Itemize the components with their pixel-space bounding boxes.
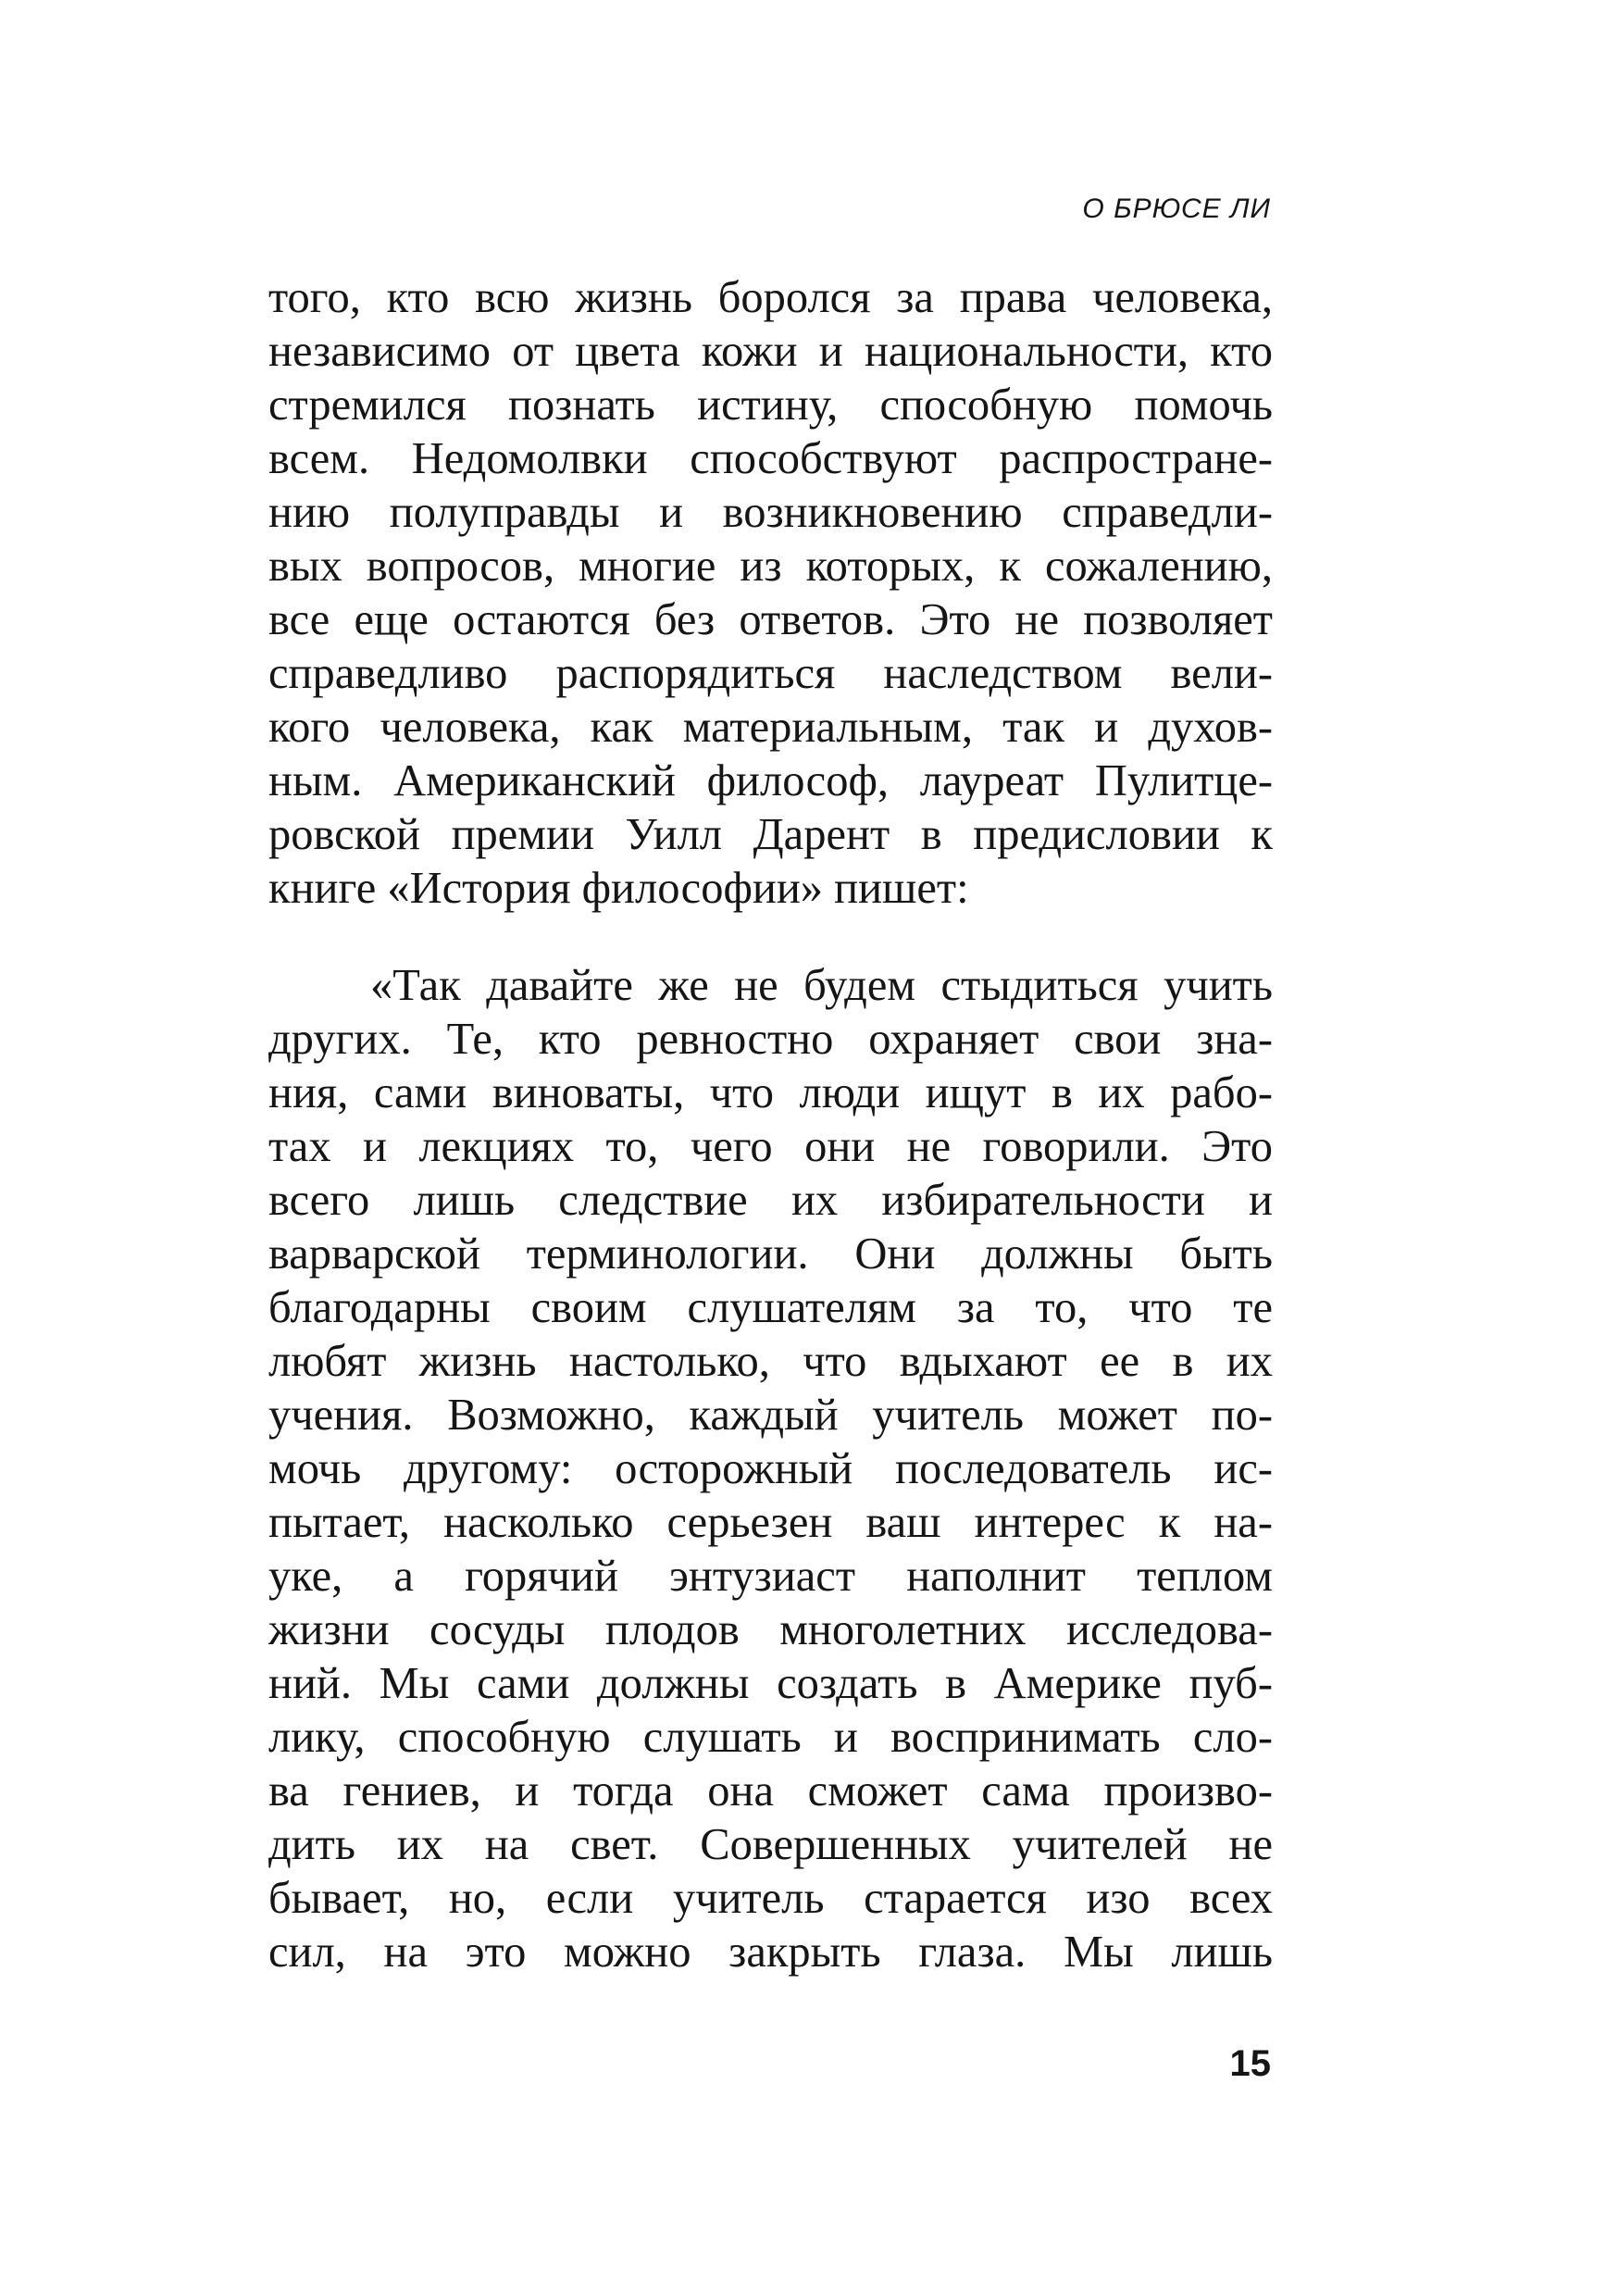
running-head: О БРЮСЕ ЛИ bbox=[1082, 193, 1271, 224]
text-line: других. Те, кто ревностно охраняет свои зна- bbox=[268, 1015, 1273, 1064]
text-line: бывает, но, если учитель старается изо всех bbox=[268, 1874, 1273, 1923]
text-line: учения. Возможно, каждый учитель может по- bbox=[268, 1391, 1273, 1440]
text-line: кого человека, как материальным, так и духов- bbox=[268, 703, 1273, 752]
page-number: 15 bbox=[1229, 2043, 1271, 2084]
paragraph-gap bbox=[268, 916, 1273, 959]
body-text bbox=[268, 271, 1273, 1979]
paragraph-1 bbox=[268, 271, 1273, 916]
text-line: стремился познать истину, способную помочь bbox=[268, 381, 1273, 430]
text-line: ния, сами виноваты, что люди ищут в их рабо- bbox=[268, 1068, 1273, 1117]
text-line: ний. Мы сами должны создать в Америке пуб- bbox=[268, 1659, 1273, 1708]
text-line: любят жизнь настолько, что вдыхают ее в их bbox=[268, 1337, 1273, 1386]
text-line: все еще остаются без ответов. Это не позволяет bbox=[268, 595, 1273, 644]
text-line: благодарны своим слушателям за то, что те bbox=[268, 1283, 1273, 1332]
text-line: дить их на свет. Совершенных учителей не bbox=[268, 1820, 1273, 1869]
text-line: лику, способную слушать и воспринимать сло- bbox=[268, 1713, 1273, 1762]
text-line: вых вопросов, многие из которых, к сожалению, bbox=[268, 542, 1273, 591]
text-line: ва гениев, и тогда она сможет сама произво- bbox=[268, 1766, 1273, 1816]
text-line: справедливо распорядиться наследством вели- bbox=[268, 649, 1273, 698]
text-line: ным. Американский философ, лауреат Пулитце- bbox=[268, 756, 1273, 805]
text-line: всего лишь следствие их избирательности и bbox=[268, 1176, 1273, 1225]
text-line: того, кто всю жизнь боролся за права человека, bbox=[268, 273, 1273, 322]
quote-paragraph bbox=[268, 959, 1273, 1979]
text-line: пытает, насколько серьезен ваш интерес к на- bbox=[268, 1498, 1273, 1547]
text-line: всем. Недомолвки способствуют распростране- bbox=[268, 434, 1273, 483]
text-line: тах и лекциях то, чего они не говорили. Это bbox=[268, 1122, 1273, 1171]
text-line: мочь другому: осторожный последователь ис- bbox=[268, 1444, 1273, 1493]
text-line: уке, а горячий энтузиаст наполнит теплом bbox=[268, 1552, 1273, 1601]
text-line: нию полуправды и возникновению справедли- bbox=[268, 488, 1273, 537]
text-line: жизни сосуды плодов многолетних исследова- bbox=[268, 1605, 1273, 1654]
text-line: сил, на это можно закрыть глаза. Мы лишь bbox=[268, 1928, 1273, 1977]
text-line: варварской терминологии. Они должны быть bbox=[268, 1229, 1273, 1279]
text-line: ровской премии Уилл Дарент в предисловии к bbox=[268, 810, 1273, 859]
text-line: «Так давайте же не будем стыдиться учить bbox=[370, 961, 1273, 1010]
text-line: книге «История философии» пишет: bbox=[268, 864, 969, 913]
text-line: независимо от цвета кожи и национальности, кто bbox=[268, 327, 1273, 376]
